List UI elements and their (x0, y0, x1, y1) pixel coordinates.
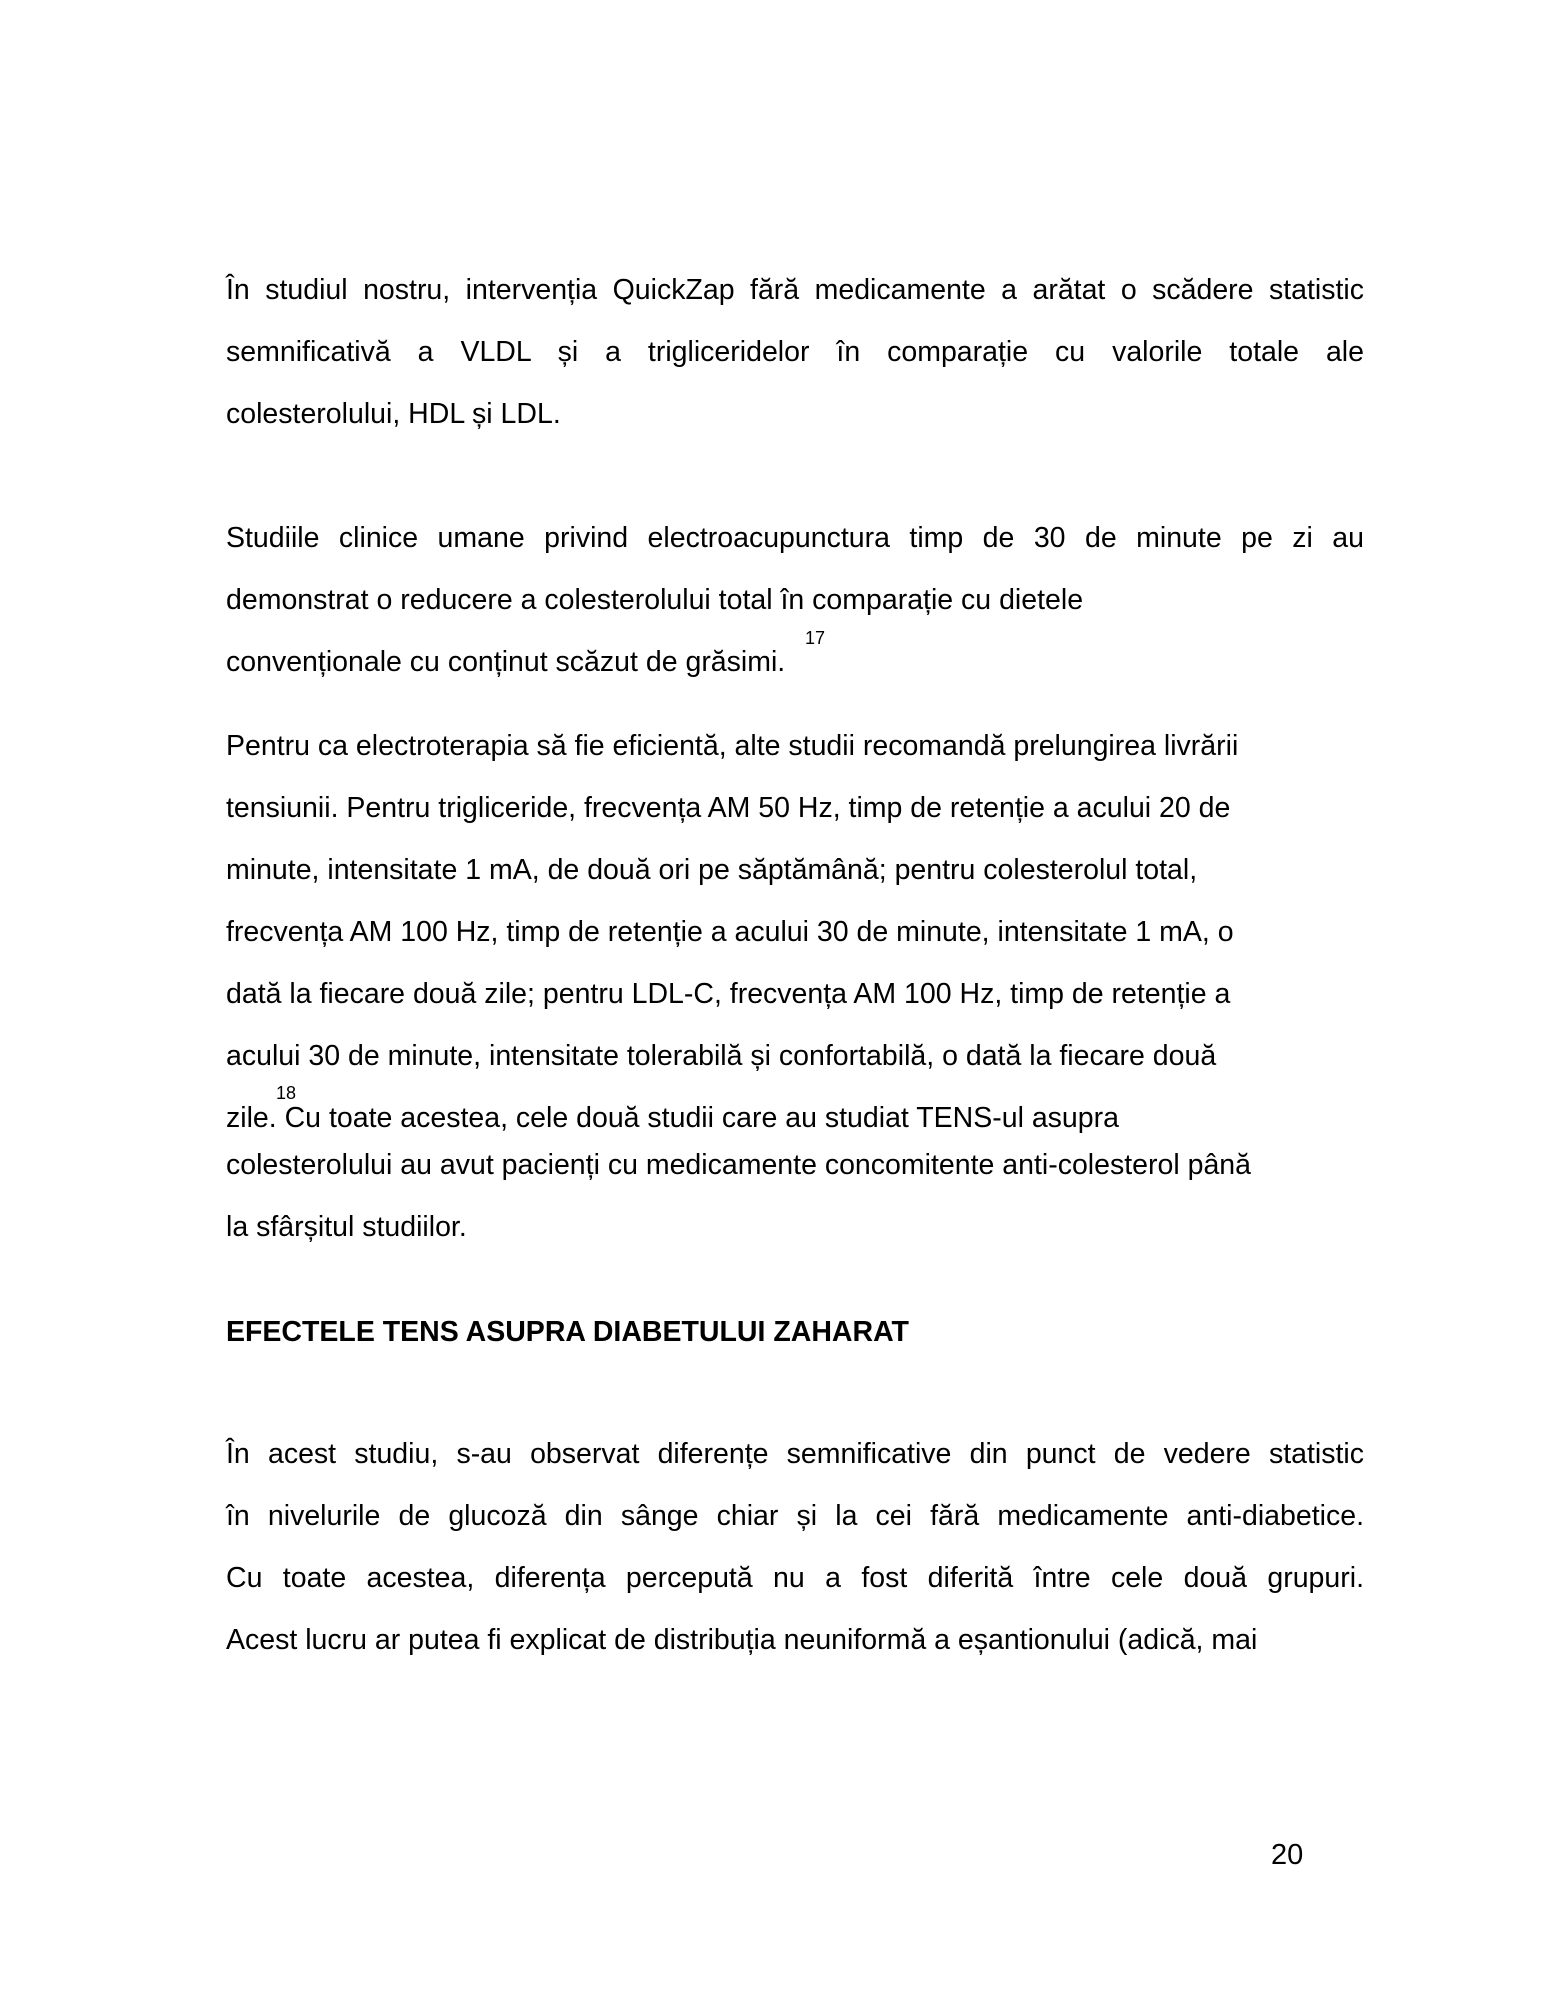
paragraph-3-line-7: zile. Cu toate acestea, cele două studii care au studiat TENS-ul asupra (226, 1102, 1119, 1134)
paragraph-1-line-3: colesterolului, HDL și LDL. (226, 398, 561, 430)
paragraph-3-line-5: dată la fiecare două zile; pentru LDL-C, frecvența AM 100 Hz, timp de retenție a (226, 978, 1231, 1010)
paragraph-1-line-1: În studiul nostru, intervenția QuickZap fără medicamente a arătat o scădere statistic (226, 274, 1364, 306)
paragraph-3-line-3: minute, intensitate 1 mA, de două ori pe săptămână; pentru colesterolul total, (226, 854, 1198, 886)
paragraph-1-line-2: semnificativă a VLDL și a trigliceridelor în comparație cu valorile totale ale (226, 336, 1364, 368)
section-heading: EFECTELE TENS ASUPRA DIABETULUI ZAHARAT (226, 1316, 909, 1348)
paragraph-4-line-1: În acest studiu, s-au observat diferențe semnificative din punct de vedere statistic (226, 1438, 1364, 1470)
paragraph-4-line-3: Cu toate acestea, diferența percepută nu a fost diferită între cele două grupuri. (226, 1562, 1364, 1594)
paragraph-3-line-6: acului 30 de minute, intensitate tolerabilă și confortabilă, o dată la fiecare două (226, 1040, 1217, 1072)
page-number: 20 (1271, 1839, 1304, 1871)
footnote-ref-17: 17 (805, 628, 826, 648)
paragraph-4-line-2: în nivelurile de glucoză din sânge chiar și la cei fără medicamente anti-diabetice. (226, 1500, 1364, 1532)
paragraph-4-line-4: Acest lucru ar putea fi explicat de distribuția neuniformă a eșantionului (adică, mai (226, 1624, 1258, 1656)
paragraph-3-line-1: Pentru ca electroterapia să fie eficientă, alte studii recomandă prelungirea livrării (226, 730, 1239, 762)
paragraph-3-line-9: la sfârșitul studiilor. (226, 1211, 467, 1243)
paragraph-2-line-1: Studiile clinice umane privind electroacupunctura timp de 30 de minute pe zi au (226, 522, 1364, 554)
paragraph-3-line-4: frecvența AM 100 Hz, timp de retenție a acului 30 de minute, intensitate 1 mA, o (226, 916, 1234, 948)
paragraph-2-line-3: convenționale cu conținut scăzut de grăsimi. (226, 646, 786, 678)
footnote-ref-18: 18 (276, 1083, 297, 1103)
paragraph-2-line-2: demonstrat o reducere a colesterolului total în comparație cu dietele (226, 584, 1084, 616)
paragraph-3-line-2: tensiunii. Pentru trigliceride, frecvența AM 50 Hz, timp de retenție a acului 20 de (226, 792, 1231, 824)
paragraph-3-line-8: colesterolului au avut pacienți cu medicamente concomitente anti-colesterol până (226, 1149, 1251, 1181)
